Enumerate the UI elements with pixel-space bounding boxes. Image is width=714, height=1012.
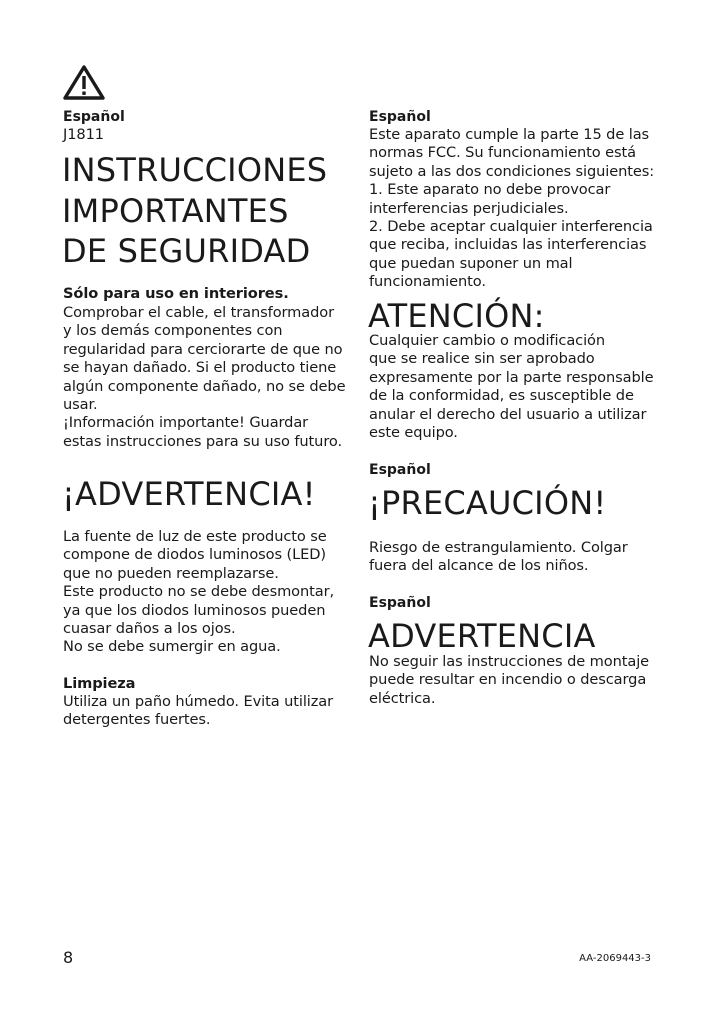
- caution-title: ¡PRECAUCIÓN!: [368, 484, 607, 522]
- warning-body: La fuente de luz de este producto se compone de diodos luminosos (LED) que no pueden reemplazarse. Este producto no se debe desmontar, ya que los diodos luminosos pueden cuasar daños a los ojos. No se debe sumergir en agua.: [63, 528, 335, 656]
- language-label: Español: [63, 109, 125, 125]
- indoor-heading: Sólo para uso en interiores.: [63, 285, 289, 302]
- warning-title: ¡ADVERTENCIA!: [62, 475, 316, 513]
- advert-language-label: Español: [369, 595, 431, 611]
- document-code: AA-2069443-3: [579, 953, 651, 964]
- caution-language-label: Español: [369, 462, 431, 478]
- fcc-body: Este aparato cumple la parte 15 de las normas FCC. Su funcionamiento está sujeto a las dos condiciones siguientes: 1. Este aparato no debe provocar interferencias perjudiciales. 2. Debe aceptar cualquier interferencia que reciba, incluidas las interferencias que puedan suponer un mal funcionamiento.: [369, 126, 655, 291]
- advert-title: ADVERTENCIA: [368, 617, 596, 655]
- attention-title: ATENCIÓN:: [368, 297, 545, 335]
- cleaning-heading: Limpieza: [63, 675, 136, 692]
- fcc-language-label: Español: [369, 109, 431, 125]
- caution-body: Riesgo de estrangulamiento. Colgar fuera del alcance de los niños.: [369, 539, 628, 575]
- page-title: INSTRUCCIONES IMPORTANTES DE SEGURIDAD: [62, 151, 328, 270]
- warning-triangle-icon: [62, 64, 106, 101]
- page-number: 8: [63, 948, 74, 967]
- model-number: J1811: [63, 126, 104, 143]
- cleaning-body: Utiliza un paño húmedo. Evita utilizar detergentes fuertes.: [63, 693, 334, 729]
- advert-body: No seguir las instrucciones de montaje puede resultar en incendio o descarga eléctrica.: [369, 653, 650, 707]
- indoor-body: Comprobar el cable, el transformador y los demás componentes con regularidad para cerciorarte de que no se hayan dañado. Si el producto tiene algún componente dañado, no se debe usar. ¡Información importante! Guardar estas instrucciones para su uso futuro.: [63, 304, 346, 450]
- attention-body: Cualquier cambio o modificación que se realice sin ser aprobado expresamente por la parte responsable de la conformidad, es susceptible de anular el derecho del usuario a utilizar este equipo.: [369, 332, 654, 442]
